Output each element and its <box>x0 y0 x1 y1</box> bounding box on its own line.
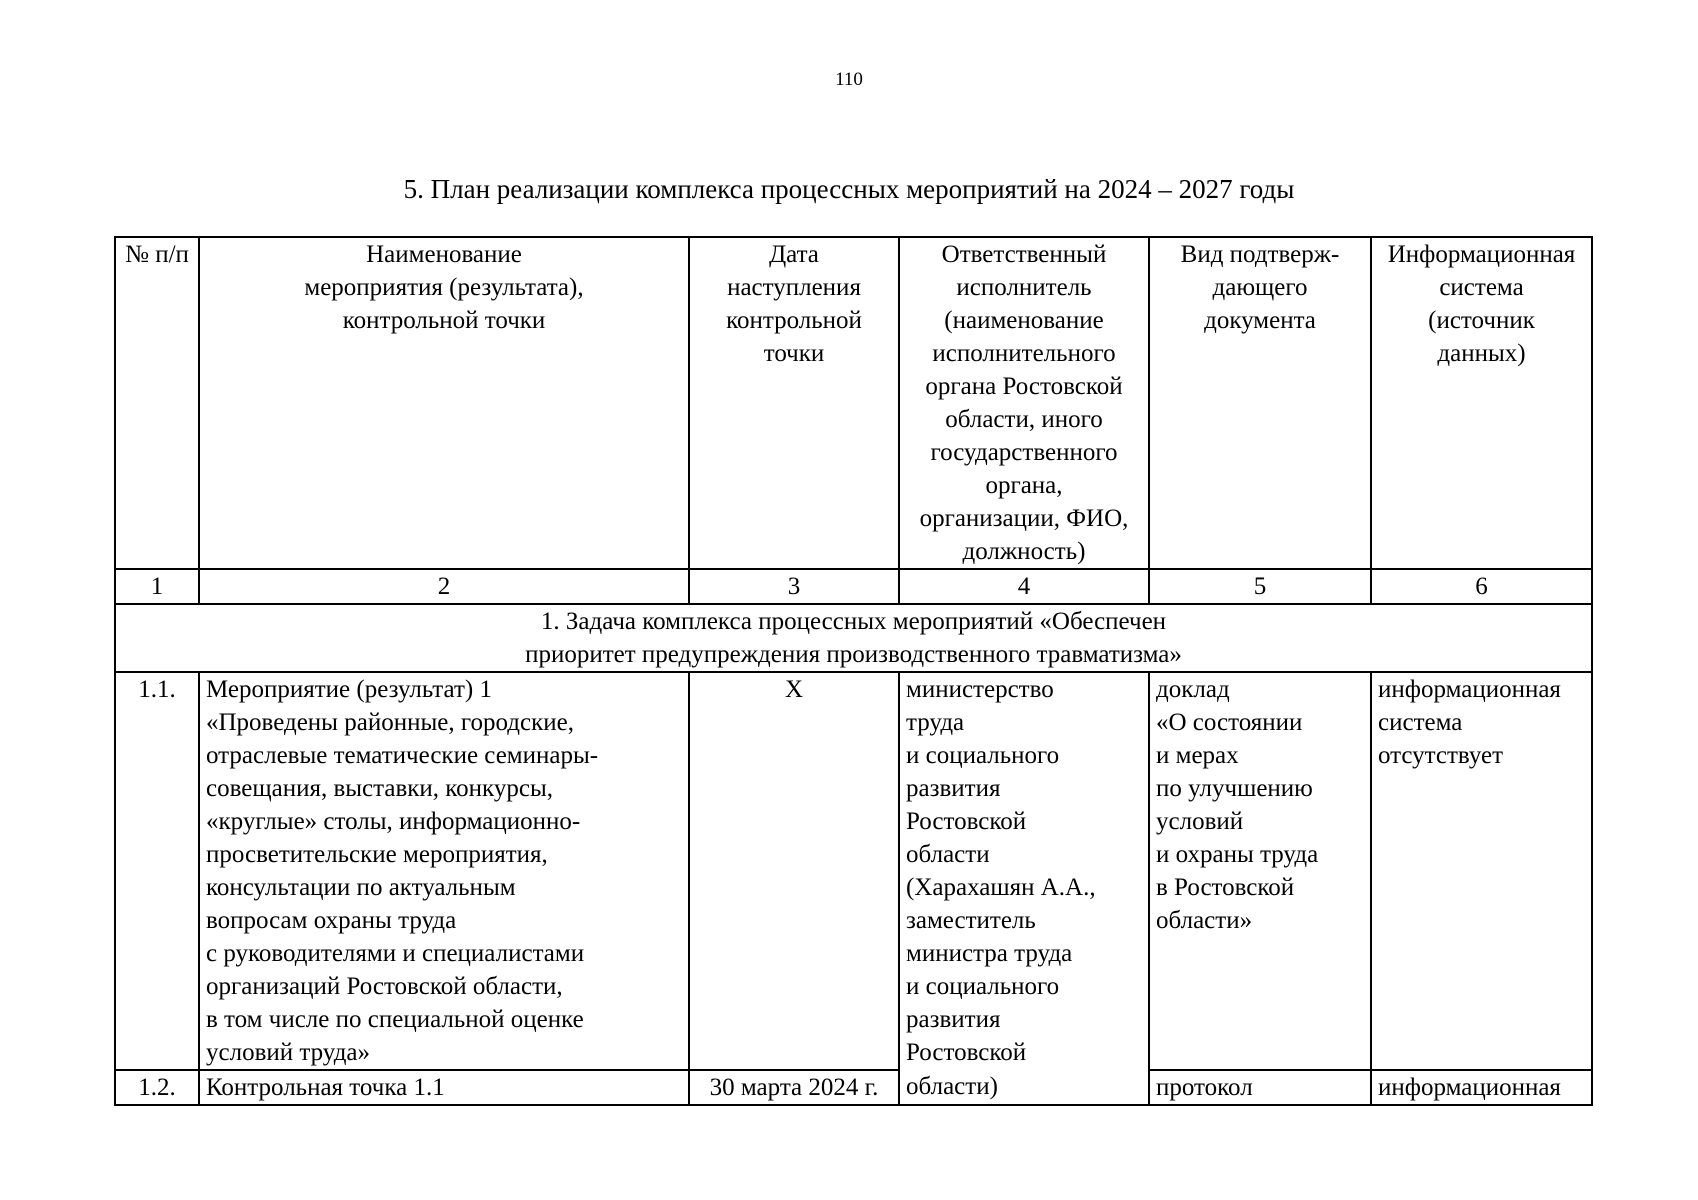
task-heading: 1. Задача комплекса процессных мероприятий «Обеспечен приоритет предупреждения производственного травматизма» <box>115 604 1592 672</box>
row-number: 1.1. <box>115 672 199 1070</box>
row-responsible: области) <box>899 1070 1149 1105</box>
column-number: 3 <box>689 569 899 604</box>
column-number: 5 <box>1149 569 1371 604</box>
header-cell-date: Дата наступления контрольной точки <box>689 237 899 569</box>
header-cell-responsible: Ответственный исполнитель (наименование исполнительного органа Ростовской области, иного государственного органа, организации, ФИО, должность) <box>899 237 1149 569</box>
row-date: 30 марта 2024 г. <box>689 1070 899 1105</box>
row-responsible: министерство труда и социального развития Ростовской области (Харахашян А.А., заместитель министра труда и социального развития Ростовской <box>899 672 1149 1070</box>
column-number-row <box>115 569 1592 604</box>
task-heading-row <box>115 604 1592 672</box>
column-number: 2 <box>199 569 689 604</box>
row-info-system: информационная система отсутствует <box>1371 672 1592 1070</box>
table-row <box>115 1070 1592 1105</box>
header-cell-number: № п/п <box>115 237 199 569</box>
row-name: Мероприятие (результат) 1 «Проведены районные, городские, отраслевые тематические семинары- совещания, выставки, конкурсы, «круглые» столы, информационно- просветительские мероприятия, консультации по актуальным вопросам охраны труда с руководителями и специалистами организаций Ростовской области, в том числе по специальной оценке условий труда» <box>199 672 689 1070</box>
column-number: 4 <box>899 569 1149 604</box>
header-cell-document: Вид подтверж- дающего документа <box>1149 237 1371 569</box>
row-document: протокол <box>1149 1070 1371 1105</box>
row-date: X <box>689 672 899 1070</box>
table-header-row <box>115 237 1592 569</box>
page-number: 110 <box>835 69 863 90</box>
row-document: доклад «О состоянии и мерах по улучшению условий и охраны труда в Ростовской области» <box>1149 672 1371 1070</box>
column-number: 1 <box>115 569 199 604</box>
row-number: 1.2. <box>115 1070 199 1105</box>
column-number: 6 <box>1371 569 1592 604</box>
header-cell-info-system: Информационная система (источник данных) <box>1371 237 1592 569</box>
plan-table <box>114 236 1593 1106</box>
table-row <box>115 672 1592 1070</box>
page-title: 5. План реализации комплекса процессных мероприятий на 2024 – 2027 годы <box>403 174 1295 204</box>
row-info-system: информационная <box>1371 1070 1592 1105</box>
header-cell-name: Наименование мероприятия (результата), контрольной точки <box>199 237 689 569</box>
row-name: Контрольная точка 1.1 <box>199 1070 689 1105</box>
